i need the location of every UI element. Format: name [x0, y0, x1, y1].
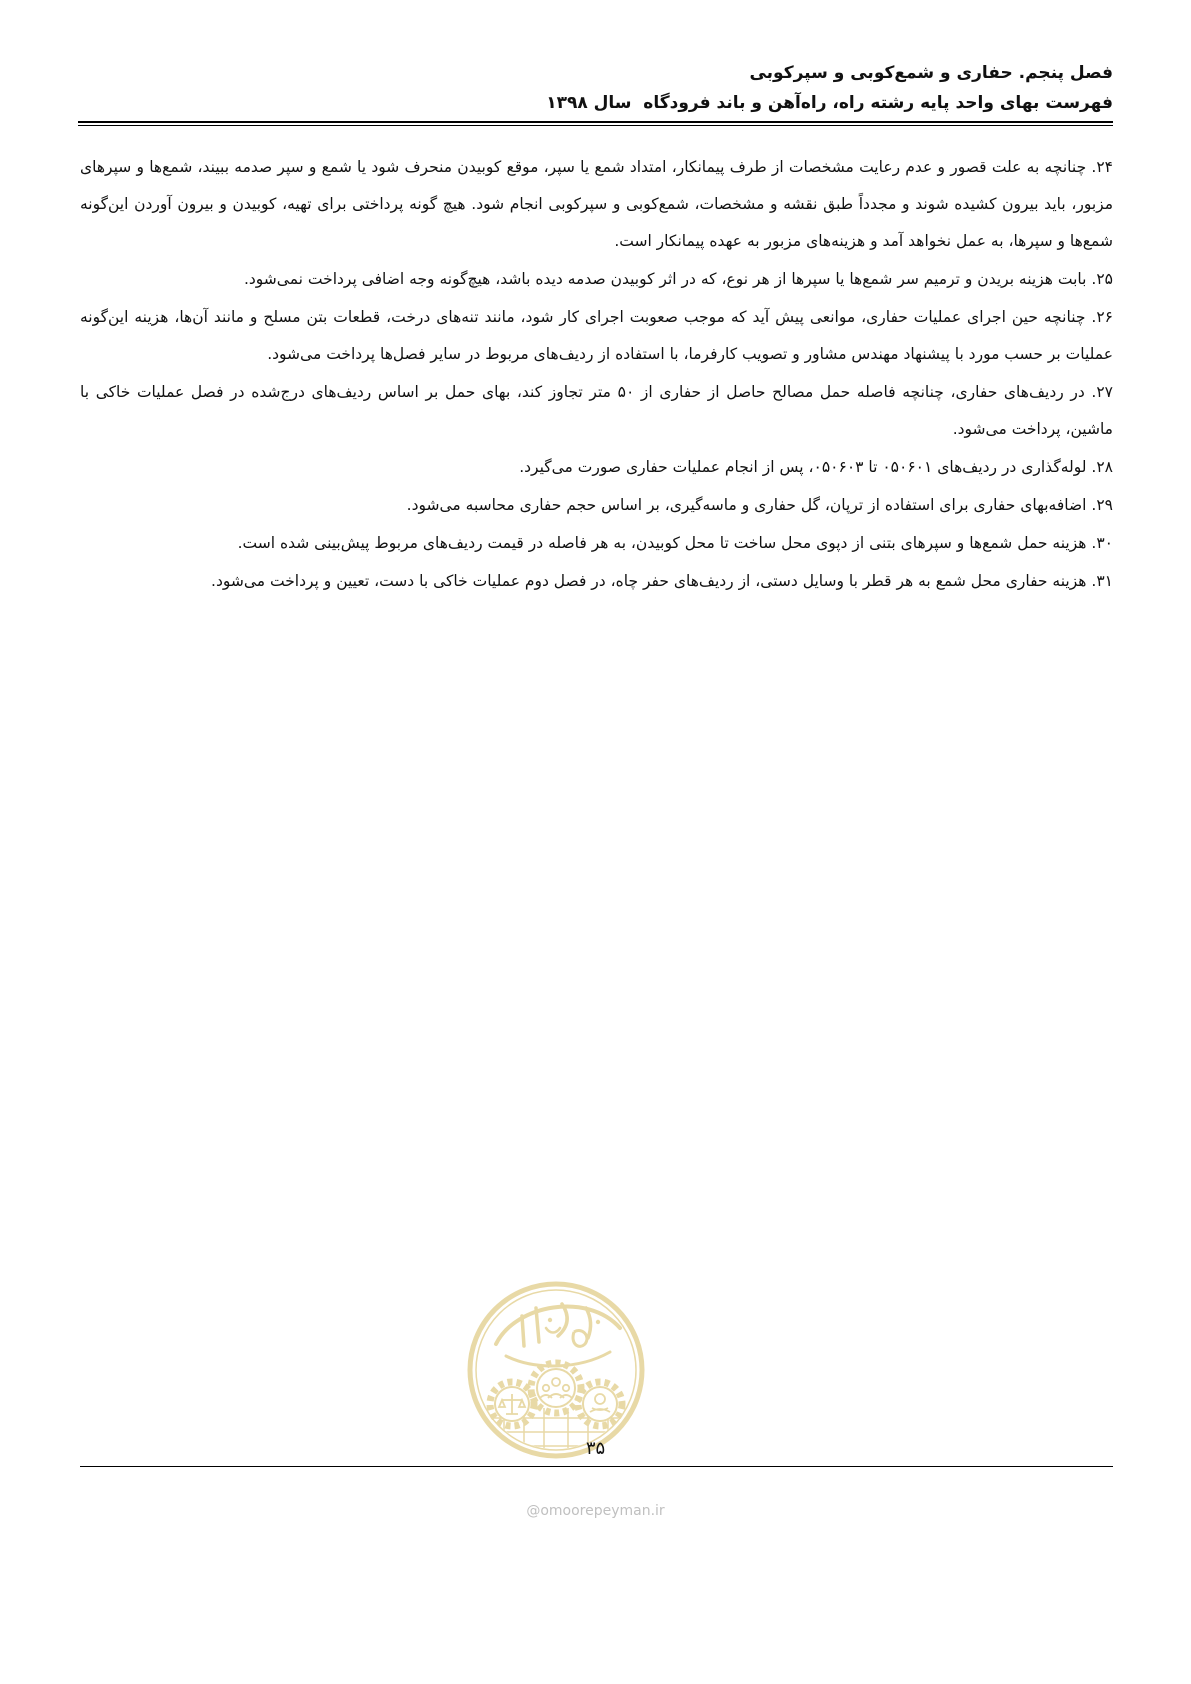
clause-text: چنانچه حین اجرای عملیات حفاری، موانعی پیش آید که موجب صعوبت اجرای کار شود، مانند تنه‌های درخت، قطعات بتن مسلح و مانند آن‌ها، هزینه این‌گونه عملیات بر حسب مورد با پیشنهاد مهندس مشاور و تصویب کارفرما، با استفاده از ردیف‌های مربوط در سایر فصل‌ها پرداخت می‌شود.: [80, 308, 1113, 363]
clause-31: [80, 563, 1113, 600]
clause-number: ۳۰.: [1091, 534, 1113, 552]
clause-number: ۲۷.: [1091, 383, 1113, 401]
document-title: فهرست بهای واحد پایه رشته راه، راه‌آهن و باند فرودگاه سال ۱۳۹۸: [546, 93, 1113, 113]
clause-text: لوله‌گذاری در ردیف‌های ۰۵۰۶۰۱ تا ۰۵۰۶۰۳، پس از انجام عملیات حفاری صورت می‌گیرد.: [519, 458, 1087, 476]
header-divider: [78, 121, 1113, 126]
clause-27: [80, 374, 1113, 448]
clause-text: هزینه حفاری محل شمع به هر قطر با وسایل دستی، از ردیف‌های حفر چاه، در فصل دوم عملیات خاکی با دست، تعیین و پرداخت می‌شود.: [211, 572, 1087, 590]
logo-gear-middle-icon: [531, 1363, 581, 1413]
clause-26: [80, 299, 1113, 373]
clause-number: ۲۸.: [1091, 458, 1113, 476]
clause-29: [80, 487, 1113, 524]
logo-script-lettering: [496, 1304, 620, 1366]
clause-number: ۲۵.: [1091, 270, 1113, 288]
clause-text: چنانچه به علت قصور و عدم رعایت مشخصات از طرف پیمانکار، امتداد شمع یا سپر، موقع کوبیدن منحرف شود یا شمع و سپر صدمه ببیند، شمع‌ها و سپرهای مزبور، باید بیرون کشیده شوند و مجدداً طبق نقشه و مشخصات، شمع‌کوبی و سپرکوبی انجام شود. هیچ گونه پرداختی برای تهیه، کوبیدن و بیرون آوردن این‌گونه شمع‌ها و سپرها، به عمل نخواهد آمد و هزینه‌های مزبور به عهده پیمانکار است.: [80, 158, 1113, 250]
logo-gear-right-icon: [578, 1382, 622, 1426]
clause-30: [80, 525, 1113, 562]
logo-gear-left-icon: [490, 1382, 534, 1426]
clause-28: [80, 449, 1113, 486]
clause-number: ۲۴.: [1091, 158, 1113, 176]
clause-text: در ردیف‌های حفاری، چنانچه فاصله حمل مصالح حاصل از حفاری از ۵۰ متر تجاوز کند، بهای حمل بر اساس ردیف‌های درج‌شده در فصل عملیات خاکی با ماشین، پرداخت می‌شود.: [80, 383, 1113, 438]
clause-25: [80, 261, 1113, 298]
clause-text: اضافه‌بهای حفاری برای استفاده از ترپان، گل حفاری و ماسه‌گیری، بر اساس حجم حفاری محاسبه می‌شود.: [406, 496, 1087, 514]
chapter-title: فصل پنجم. حفاری و شمع‌کوبی و سپرکوبی: [749, 63, 1113, 83]
clause-text: بابت هزینه بریدن و ترمیم سر شمع‌ها یا سپرها از هر نوع، که در اثر کوبیدن صدمه دیده باشد، هیچ‌گونه وجه اضافی پرداخت نمی‌شود.: [243, 270, 1087, 288]
clause-24: [80, 149, 1113, 260]
page-number: ۳۵: [585, 1438, 606, 1459]
website-watermark: @omoorepeyman.ir: [526, 1503, 665, 1519]
page-header: [78, 58, 1113, 118]
clauses-list: [80, 149, 1113, 601]
clause-text: هزینه حمل شمع‌ها و سپرهای بتنی از دپوی محل ساخت تا محل کوبیدن، به هر فاصله در قیمت ردیف‌های مربوط پیش‌بینی شده است.: [237, 534, 1087, 552]
clause-number: ۲۹.: [1091, 496, 1113, 514]
clause-number: ۲۶.: [1091, 308, 1113, 326]
clause-number: ۳۱.: [1091, 572, 1113, 590]
